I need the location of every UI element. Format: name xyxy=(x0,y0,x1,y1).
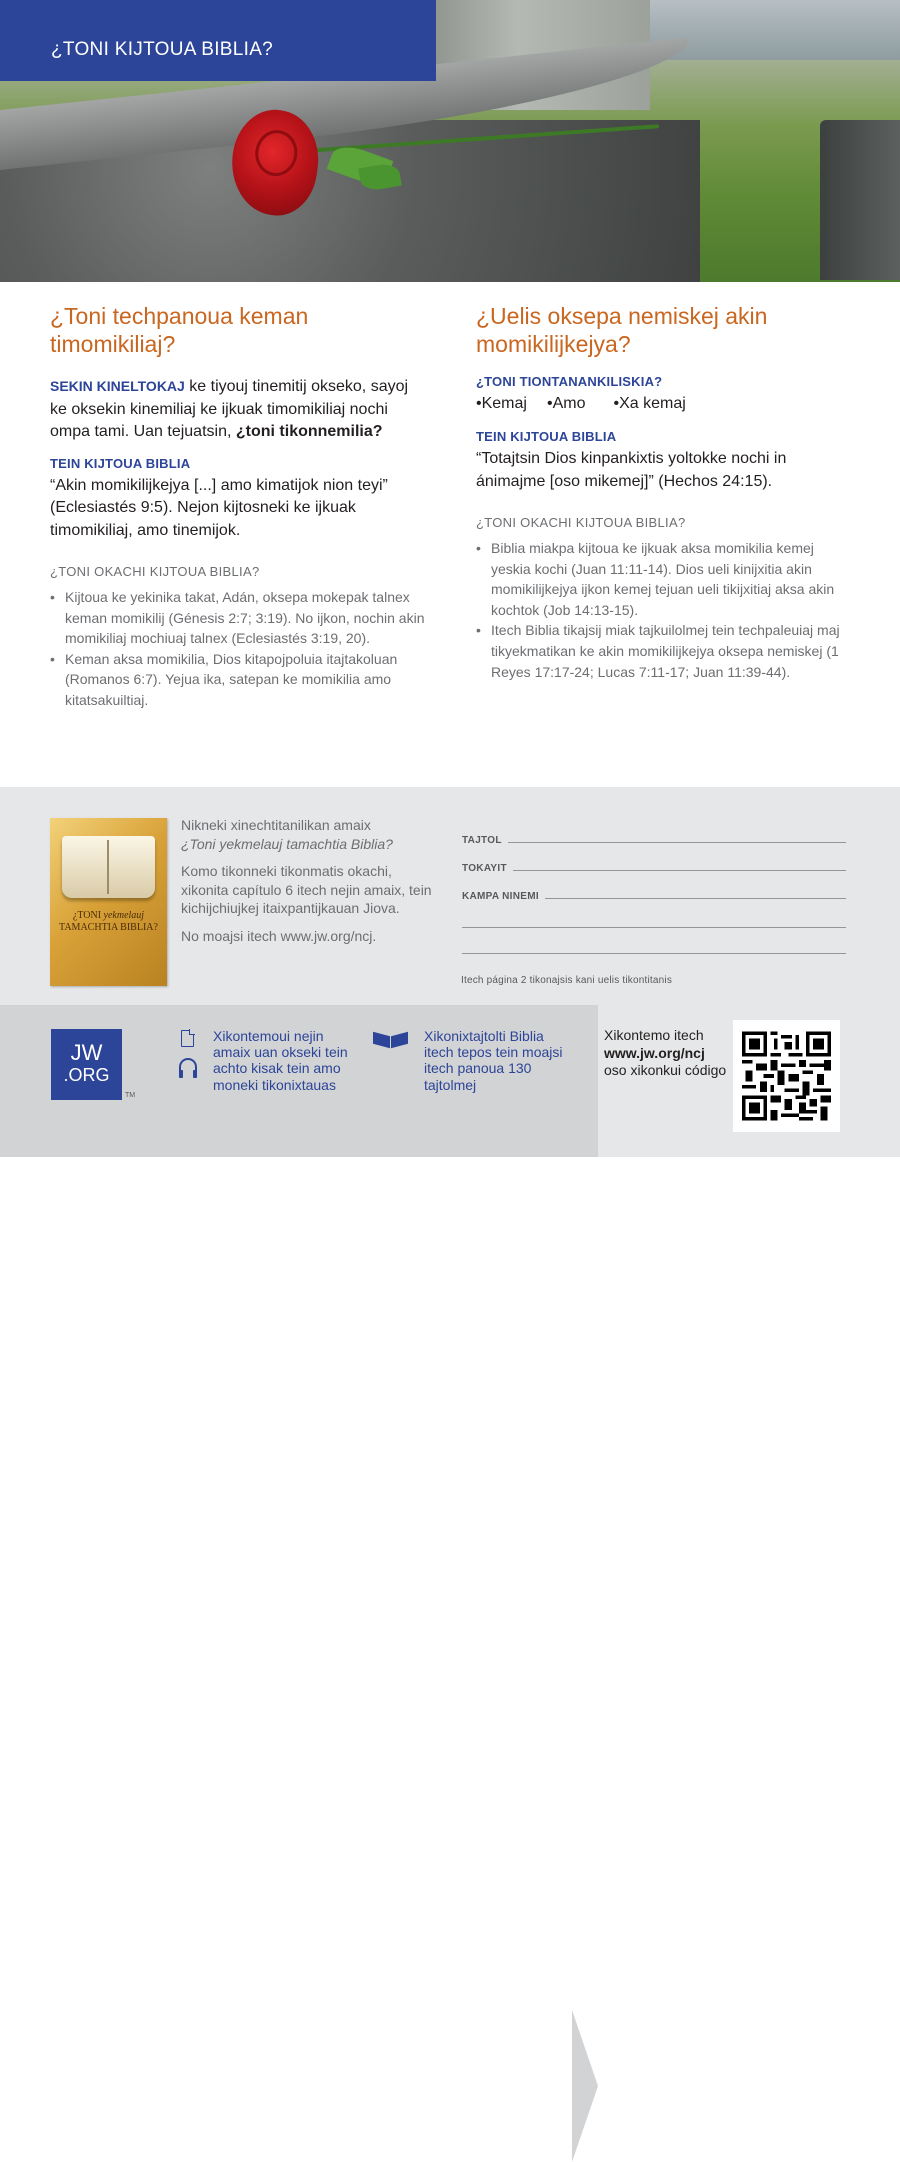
page-title: ¿TONI KIJTOUA BIBLIA? xyxy=(51,39,274,60)
form-note: Itech página 2 tikonajsis kani uelis tikontitanis xyxy=(461,975,673,986)
left-column xyxy=(50,302,425,711)
promo-site: No moajsi itech www.jw.org/ncj. xyxy=(181,927,377,944)
site-link[interactable]: www.jw.org/ncj xyxy=(604,1044,705,1061)
background-headstone-right xyxy=(820,120,900,280)
qr-code[interactable] xyxy=(733,1020,840,1132)
right-bible-label: TEIN KIJTOUA BIBLIA xyxy=(476,429,617,444)
right-heading: ¿Uelis oksepa nemiskej akin momikilijkejya? xyxy=(476,303,768,357)
open-bible-illustration xyxy=(62,836,155,898)
left-bullet-list xyxy=(50,587,425,711)
left-quote: “Akin momikilijkejya [...] amo kimatijok nion teyi” (Eclesiastés 9:5). Nejon kijtosneki ke ijkuak timomikiliaj, amo tinemijok. xyxy=(50,476,388,539)
document-icon xyxy=(181,1030,194,1047)
lead-keyword: SEKIN KINELTOKAJ xyxy=(50,378,185,394)
option-maybe[interactable]: • Xa kemaj xyxy=(613,395,685,413)
address-field[interactable] xyxy=(462,874,846,902)
contact-form xyxy=(462,818,846,954)
right-column xyxy=(476,302,856,682)
title-banner xyxy=(0,0,436,81)
list-item: • Keman aksa momikilia, Dios kitapojpoluia itajtakoluan (Romanos 6:7). Yejua ika, satepan ke momikilia amo kitatsakuiltiaj. xyxy=(50,649,425,711)
download-feature-text: Xikontemoui nejin amaix uan okseki tein achto kisak tein amo moneki tikonixtauas xyxy=(213,1028,348,1093)
phone-line[interactable] xyxy=(513,870,846,871)
left-lead-paragraph xyxy=(50,375,425,444)
read-bible-feature-text: Xikonixtajtolti Biblia itech tepos tein moajsi itech panoua 130 tajtolmej xyxy=(424,1028,563,1093)
right-more-label: ¿TONI OKACHI KIJTOUA BIBLIA? xyxy=(476,515,686,530)
option-yes[interactable]: • Kemaj xyxy=(476,395,527,413)
book-cover-title: ¿TONI yekmelauj TAMACHTIA BIBLIA? xyxy=(59,910,158,933)
arrow-divider xyxy=(572,2010,598,2162)
phone-label: TOKAYIT xyxy=(462,863,507,874)
answer-options xyxy=(476,395,856,413)
qr-code-icon xyxy=(742,1029,831,1123)
book-cover xyxy=(50,818,167,986)
address-line-3[interactable] xyxy=(462,928,846,954)
list-item: • Itech Biblia tikajsij miak tajkuilolmej tein techpaleuiaj maj tikyekmatikan ke akin momikilijkejya oksepa nemiskej (1 Reyes 17:17-24; Lucas 7:11-17; Juan 11:39-44). xyxy=(476,620,856,682)
name-label: TAJTOL xyxy=(462,835,502,846)
address-label: KAMPA NINEMI xyxy=(462,891,539,902)
name-field[interactable] xyxy=(462,818,846,846)
list-item: • Biblia miakpa kijtoua ke ijkuak aksa momikilia kemej yeskia kochi (Juan 11:11-14). Dios ueli kinijxitia akin momikilijkejya ijkon kemej tejuan ueli tikijxitiaj aksa akin kochtok (Job 14:13-15). xyxy=(476,538,856,620)
option-no[interactable]: • Amo xyxy=(547,395,586,413)
address-line[interactable] xyxy=(545,898,846,899)
book-promo-text xyxy=(181,816,433,955)
promo-request: Nikneki xinechtitanilikan amaix ¿Toni yekmelauj tamachtia Biblia? xyxy=(181,817,393,852)
left-more-label: ¿TONI OKACHI KIJTOUA BIBLIA? xyxy=(50,564,260,579)
headphones-icon xyxy=(179,1058,197,1072)
lead-question: ¿toni tikonnemilia? xyxy=(235,423,383,440)
name-line[interactable] xyxy=(508,842,846,843)
left-heading: ¿Toni techpanoua keman timomikiliaj? xyxy=(50,303,309,357)
right-quote: “Totajtsin Dios kinpankixtis yoltokke nochi in ánimajme [oso mikemej]” (Hechos 24:15). xyxy=(476,450,787,490)
phone-field[interactable] xyxy=(462,846,846,874)
promo-description: Komo tikonneki tikonmatis okachi, xikonita capítulo 6 itech nejin amaix, tein kichijchiujkej itaixpantijkauan Jiova. xyxy=(181,863,432,917)
lead-text: ke tiyouj tinemitij okseko, sayoj ke oksekin kinemiliaj ke ijkuak timomikiliaj nochi ompa tami. Uan tejuatsin, xyxy=(50,378,409,440)
left-bible-label: TEIN KIJTOUA BIBLIA xyxy=(50,455,191,471)
question-label: ¿TONI TIONTANANKILISKIA? xyxy=(476,374,663,389)
jw-org-logo[interactable]: JW .ORG xyxy=(51,1029,122,1100)
trademark-mark: TM xyxy=(125,1092,136,1099)
open-book-icon xyxy=(373,1031,409,1049)
right-bullet-list xyxy=(476,538,856,682)
list-item: • Kijtoua ke yekinika takat, Adán, oksepa mokepak talnex keman momikilij (Génesis 2:7; 3:19). No ijkon, nochin akin momikiliaj mochiuaj talnex (Eclesiastés 3:19, 20). xyxy=(50,587,425,649)
site-info: Xikontemo itech www.jw.org/ncj oso xikonkui código xyxy=(604,1027,727,1078)
address-line-2[interactable] xyxy=(462,902,846,928)
